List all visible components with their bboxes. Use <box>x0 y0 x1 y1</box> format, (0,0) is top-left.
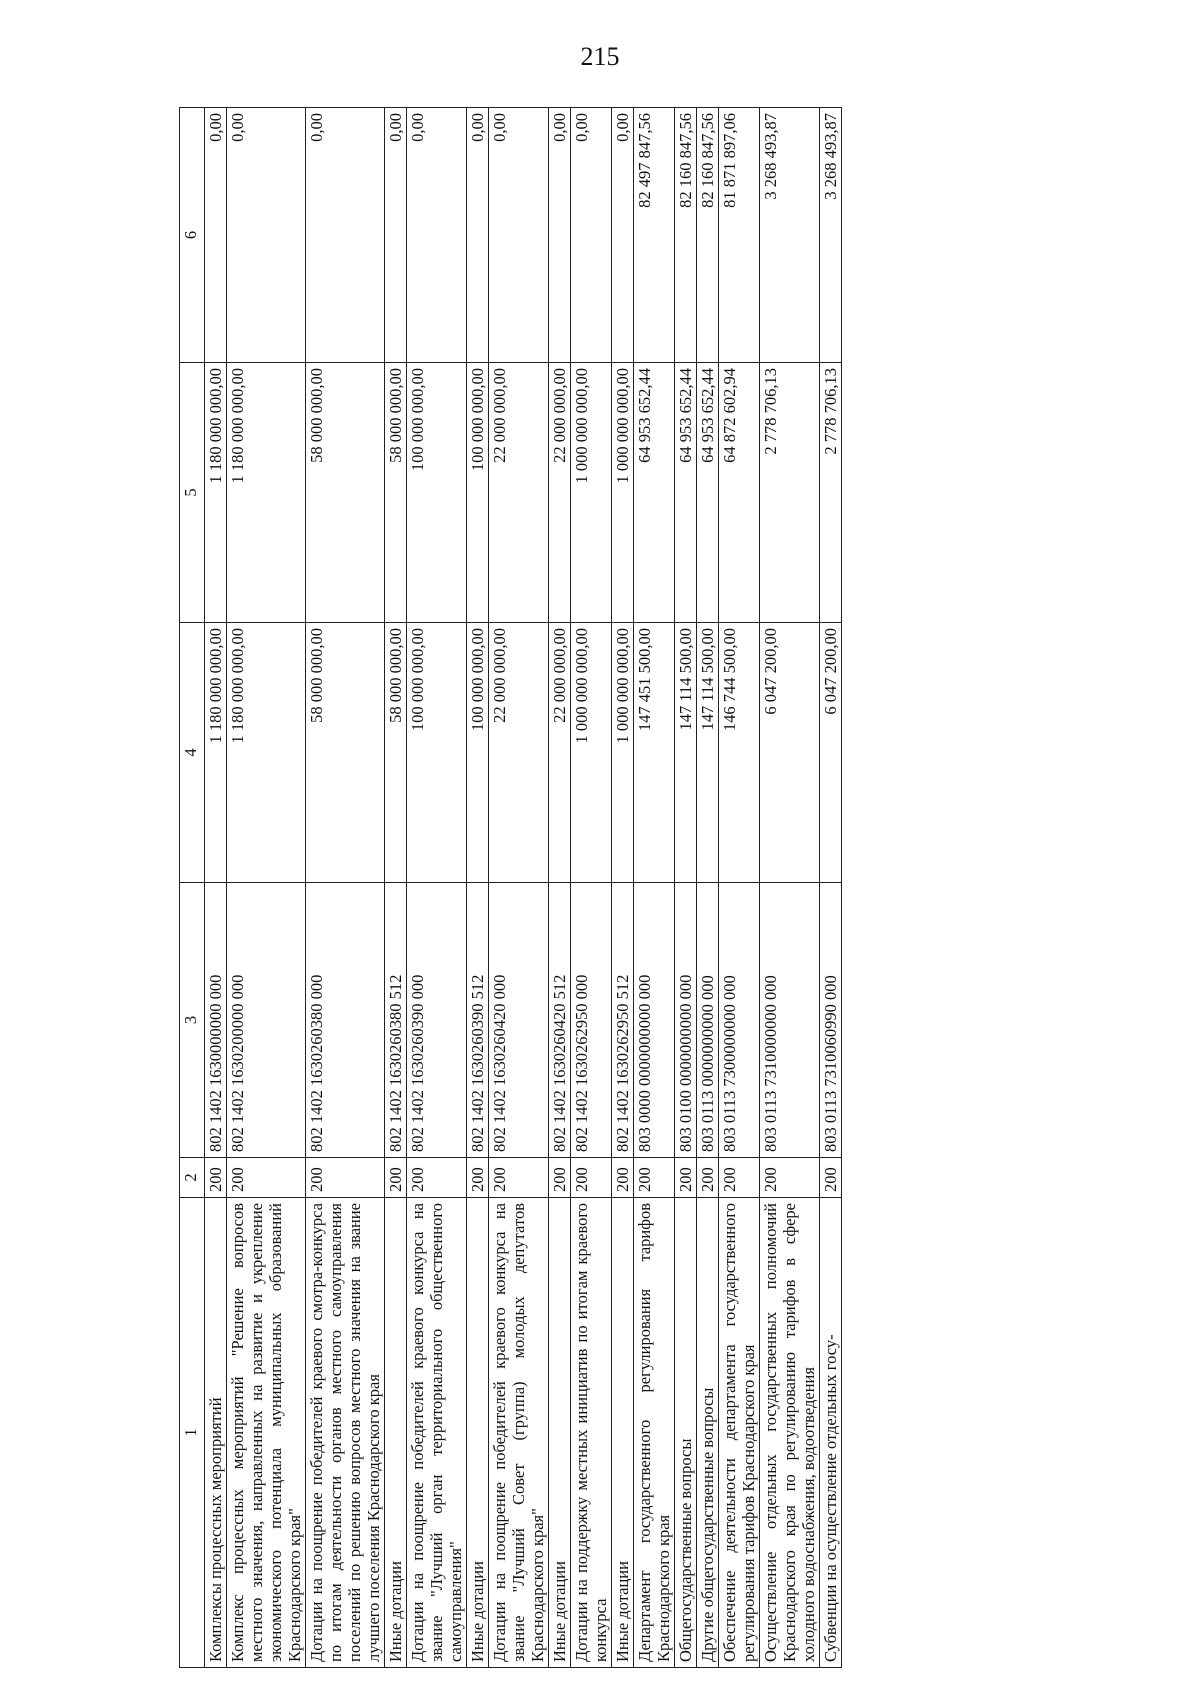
row-amount-col-6: 82 160 847,56 <box>675 108 697 363</box>
row-amount-col-6: 0,00 <box>489 108 549 363</box>
row-description: Обеспечение деятельности департамента государственного регулирования тарифов Краснодарского края <box>719 1198 760 1668</box>
row-budget-code: 802 1402 1630260420 512 <box>549 883 571 1158</box>
row-amount-col-5: 64 953 652,44 <box>697 363 719 623</box>
row-budget-code: 803 0113 7310060990 000 <box>820 883 842 1158</box>
table-body <box>205 108 842 1668</box>
header-row <box>180 108 205 1668</box>
row-column-2: 200 <box>675 1158 697 1198</box>
row-column-2: 200 <box>205 1158 227 1198</box>
row-budget-code: 802 1402 1630262950 512 <box>612 883 634 1158</box>
row-amount-col-4: 147 114 500,00 <box>675 623 697 883</box>
row-amount-col-6: 0,00 <box>612 108 634 363</box>
row-amount-col-5: 64 953 652,44 <box>675 363 697 623</box>
row-budget-code: 803 0113 7310000000 000 <box>760 883 820 1158</box>
row-amount-col-6: 0,00 <box>227 108 306 363</box>
row-amount-col-5: 58 000 000,00 <box>306 363 385 623</box>
row-column-2: 200 <box>820 1158 842 1198</box>
col-header-2: 2 <box>180 1158 205 1198</box>
row-amount-col-4: 6 047 200,00 <box>760 623 820 883</box>
row-description: Дотации на поощрение победителей краевого конкурса на звание "Лучший Совет (группа) молодых депутатов Краснодарского края" <box>489 1198 549 1668</box>
row-column-2: 200 <box>467 1158 489 1198</box>
row-amount-col-6: 3 268 493,87 <box>760 108 820 363</box>
row-amount-col-5: 64 953 652,44 <box>634 363 675 623</box>
row-amount-col-4: 1 000 000 000,00 <box>612 623 634 883</box>
row-budget-code: 802 1402 1630262950 000 <box>571 883 612 1158</box>
row-amount-col-6: 0,00 <box>407 108 467 363</box>
row-budget-code: 802 1402 1630260420 000 <box>489 883 549 1158</box>
table-row <box>467 108 489 1668</box>
row-amount-col-4: 146 744 500,00 <box>719 623 760 883</box>
row-amount-col-5: 1 000 000 000,00 <box>612 363 634 623</box>
row-description: Дотации на поощрение победителей краевого смотра-конкурса по итогам деятельности органов местного самоуправления поселений по решению вопросов местного значения на звание лучшего поселения Краснодарского края <box>306 1198 385 1668</box>
row-column-2: 200 <box>719 1158 760 1198</box>
row-amount-col-5: 22 000 000,00 <box>489 363 549 623</box>
row-amount-col-4: 1 000 000 000,00 <box>571 623 612 883</box>
table-row <box>612 108 634 1668</box>
row-description: Субвенции на осуществление отдельных госу- <box>820 1198 842 1668</box>
table-row <box>385 108 407 1668</box>
col-header-3: 3 <box>180 883 205 1158</box>
row-amount-col-5: 100 000 000,00 <box>407 363 467 623</box>
row-amount-col-4: 22 000 000,00 <box>549 623 571 883</box>
rotated-table-container <box>179 108 1079 1668</box>
row-amount-col-6: 0,00 <box>571 108 612 363</box>
row-amount-col-6: 3 268 493,87 <box>820 108 842 363</box>
col-header-1: 1 <box>180 1198 205 1668</box>
row-budget-code: 802 1402 1630260390 000 <box>407 883 467 1158</box>
row-column-2: 200 <box>760 1158 820 1198</box>
row-budget-code: 803 0113 7300000000 000 <box>719 883 760 1158</box>
row-amount-col-5: 100 000 000,00 <box>467 363 489 623</box>
row-column-2: 200 <box>634 1158 675 1198</box>
row-column-2: 200 <box>306 1158 385 1198</box>
budget-table <box>179 107 842 1668</box>
row-amount-col-6: 0,00 <box>306 108 385 363</box>
row-description: Комплексы процессных мероприятий <box>205 1198 227 1668</box>
row-column-2: 200 <box>489 1158 549 1198</box>
row-description: Комплекс процессных мероприятий "Решение вопросов местного значения, направленных на развитие и укрепление экономического потенциала муниципальных образований Краснодарского края" <box>227 1198 306 1668</box>
row-amount-col-6: 0,00 <box>385 108 407 363</box>
table-row <box>205 108 227 1668</box>
row-amount-col-6: 0,00 <box>205 108 227 363</box>
row-column-2: 200 <box>407 1158 467 1198</box>
row-amount-col-4: 22 000 000,00 <box>489 623 549 883</box>
table-row <box>407 108 467 1668</box>
row-description: Другие общегосударственные вопросы <box>697 1198 719 1668</box>
table-row <box>820 108 842 1668</box>
row-amount-col-4: 58 000 000,00 <box>385 623 407 883</box>
row-budget-code: 802 1402 1630000000 000 <box>205 883 227 1158</box>
row-amount-col-4: 6 047 200,00 <box>820 623 842 883</box>
row-description: Общегосударственные вопросы <box>675 1198 697 1668</box>
row-amount-col-5: 64 872 602,94 <box>719 363 760 623</box>
table-row <box>489 108 549 1668</box>
table-row <box>719 108 760 1668</box>
row-description: Иные дотации <box>549 1198 571 1668</box>
row-budget-code: 802 1402 1630260380 000 <box>306 883 385 1158</box>
row-amount-col-5: 1 180 000 000,00 <box>205 363 227 623</box>
row-amount-col-6: 82 497 847,56 <box>634 108 675 363</box>
table-row <box>634 108 675 1668</box>
row-amount-col-6: 0,00 <box>467 108 489 363</box>
row-budget-code: 802 1402 1630260390 512 <box>467 883 489 1158</box>
row-amount-col-4: 100 000 000,00 <box>407 623 467 883</box>
row-amount-col-4: 1 180 000 000,00 <box>205 623 227 883</box>
table-row <box>760 108 820 1668</box>
row-description: Департамент государственного регулирования тарифов Краснодарского края <box>634 1198 675 1668</box>
row-amount-col-4: 147 451 500,00 <box>634 623 675 883</box>
row-amount-col-5: 1 180 000 000,00 <box>227 363 306 623</box>
row-amount-col-4: 58 000 000,00 <box>306 623 385 883</box>
row-amount-col-4: 147 114 500,00 <box>697 623 719 883</box>
table-row <box>675 108 697 1668</box>
row-amount-col-5: 22 000 000,00 <box>549 363 571 623</box>
row-column-2: 200 <box>697 1158 719 1198</box>
table-row <box>227 108 306 1668</box>
row-budget-code: 802 1402 1630200000 000 <box>227 883 306 1158</box>
row-description: Иные дотации <box>467 1198 489 1668</box>
row-amount-col-4: 1 180 000 000,00 <box>227 623 306 883</box>
row-description: Иные дотации <box>612 1198 634 1668</box>
row-amount-col-5: 1 000 000 000,00 <box>571 363 612 623</box>
row-amount-col-4: 100 000 000,00 <box>467 623 489 883</box>
row-amount-col-5: 2 778 706,13 <box>820 363 842 623</box>
table-row <box>549 108 571 1668</box>
row-amount-col-6: 82 160 847,56 <box>697 108 719 363</box>
table-row <box>571 108 612 1668</box>
row-description: Дотации на поощрение победителей краевого конкурса на звание "Лучший орган территориального общественного самоуправления" <box>407 1198 467 1668</box>
row-budget-code: 803 0113 0000000000 000 <box>697 883 719 1158</box>
col-header-4: 4 <box>180 623 205 883</box>
row-column-2: 200 <box>571 1158 612 1198</box>
page-number: 215 <box>580 42 620 71</box>
row-column-2: 200 <box>612 1158 634 1198</box>
row-column-2: 200 <box>227 1158 306 1198</box>
row-budget-code: 802 1402 1630260380 512 <box>385 883 407 1158</box>
row-budget-code: 803 0100 0000000000 000 <box>675 883 697 1158</box>
row-description: Дотации на поддержку местных инициатив по итогам краевого конкурса <box>571 1198 612 1668</box>
row-column-2: 200 <box>549 1158 571 1198</box>
row-column-2: 200 <box>385 1158 407 1198</box>
table-row <box>697 108 719 1668</box>
row-description: Иные дотации <box>385 1198 407 1668</box>
col-header-5: 5 <box>180 363 205 623</box>
row-amount-col-6: 81 871 897,06 <box>719 108 760 363</box>
row-amount-col-5: 58 000 000,00 <box>385 363 407 623</box>
row-amount-col-6: 0,00 <box>549 108 571 363</box>
row-budget-code: 803 0000 0000000000 000 <box>634 883 675 1158</box>
col-header-6: 6 <box>180 108 205 363</box>
table-row <box>306 108 385 1668</box>
row-description: Осуществление отдельных государственных полномочий Краснодарского края по регулированию тарифов в сфере холодного водоснабжения, водоотведения <box>760 1198 820 1668</box>
row-amount-col-5: 2 778 706,13 <box>760 363 820 623</box>
